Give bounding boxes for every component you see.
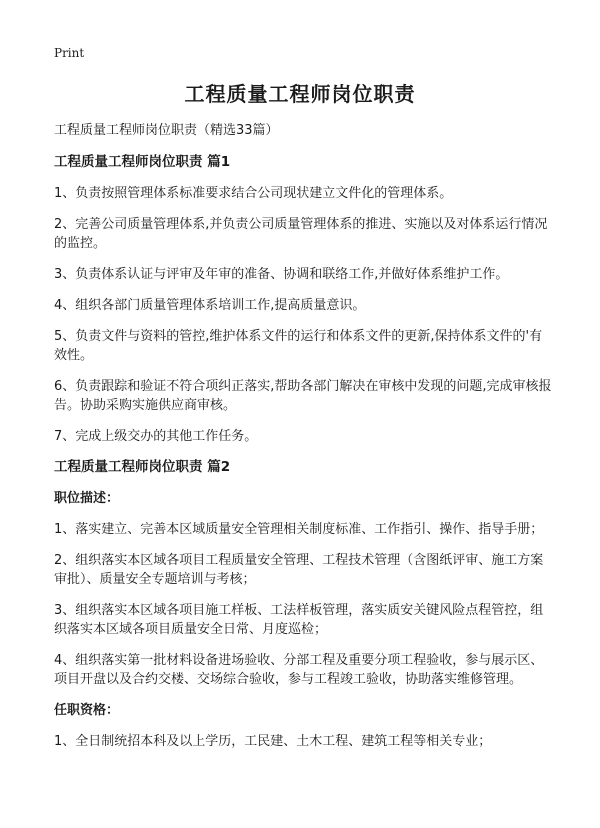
section1-item: 4、组织各部门质量管理体系培训工作,提高质量意识。 <box>54 298 366 313</box>
section1-item: 2、完善公司质量管理体系,并负责公司质量管理体系的推进、实施以及对体系运行情况的监控。 <box>54 217 548 251</box>
job-description-label: 职位描述： <box>54 491 120 506</box>
page-title: 工程质量工程师岗位职责 <box>184 82 416 106</box>
section1-item: 3、负责体系认证与评审及年审的准备、协调和联络工作,并做好体系维护工作。 <box>54 267 509 282</box>
section2-item: 2、组织落实本区域各项目工程质量安全管理、工程技术管理（含图纸评审、施工方案审批）、质量安全专题培训与考核； <box>54 553 544 587</box>
document-body <box>54 121 554 763</box>
document-subtitle: 工程质量工程师岗位职责（精选33篇） <box>54 123 279 138</box>
section1-item: 1、负责按照管理体系标准要求结合公司现状建立文件化的管理体系。 <box>54 186 453 201</box>
qualification-label: 任职资格： <box>54 703 120 718</box>
section2-heading: 工程质量工程师岗位职责 篇2 <box>54 459 231 475</box>
print-label: Print <box>54 46 85 60</box>
qualification-item: 1、全日制统招本科及以上学历，工民建、土木工程、建筑工程等相关专业； <box>54 734 492 749</box>
section1-item: 5、负责文件与资料的管控,维护体系文件的运行和体系文件的更新,保持体系文件的'有效性。 <box>54 329 543 363</box>
section1-item: 7、完成上级交办的其他工作任务。 <box>54 429 258 444</box>
section1-item: 6、负责跟踪和验证不符合项纠正落实,帮助各部门解决在审核中发现的问题,完成审核报告。协助采购实施供应商审核。 <box>54 379 552 413</box>
section2-item: 4、组织落实第一批材料设备进场验收、分部工程及重要分项工程验收，参与展示区、项目开盘以及合约交楼、交场综合验收，参与工程竣工验收，协助落实维修管理。 <box>54 653 544 687</box>
section2-item: 3、组织落实本区域各项目施工样板、工法样板管理，落实质安关键风险点程管控，组织落实本区域各项目质量安全日常、月度巡检； <box>54 603 544 637</box>
section2-item: 1、落实建立、完善本区域质量安全管理相关制度标准、工作指引、操作、指导手册； <box>54 522 544 537</box>
section1-heading: 工程质量工程师岗位职责 篇1 <box>54 154 231 170</box>
